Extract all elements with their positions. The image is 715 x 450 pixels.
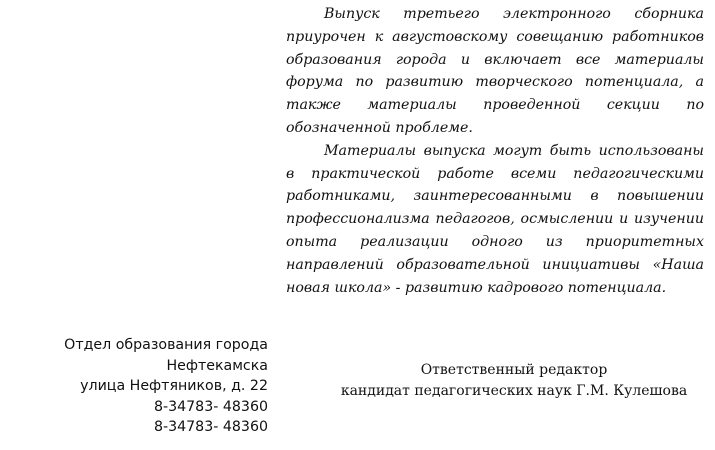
organization-name-line2: Нефтекамска [166, 357, 268, 374]
editor-role: Ответственный редактор [420, 362, 608, 378]
editor-credit [330, 360, 698, 401]
publisher-address [40, 335, 268, 438]
phone-number-2: 8-34783- 48360 [153, 419, 268, 435]
editor-name: кандидат педагогических наук Г.М. Кулешова [340, 382, 688, 399]
street-address: улица Нефтяников, д. 22 [80, 378, 268, 394]
intro-paragraph-2: Материалы выпуска могут быть использованы в практической работе всеми педагогическими работниками, заинтересованными в повышении профессионализма педагогов, осмыслении и изучении опыта реализации одного из приоритетных направлений образовательной инициативы «Наша новая школа» - развитию кадрового потенциала. [286, 142, 704, 296]
organization-name-line1: Отдел образования города [64, 337, 268, 353]
intro-text-block [286, 3, 704, 299]
intro-paragraph-1: Выпуск третьего электронного сборника приурочен к августовскому совещанию работников образования города и включает все материалы форума по развитию творческого потенциала, а также материалы проведенной секции по обозначенной проблеме. [286, 6, 704, 136]
phone-number-1: 8-34783- 48360 [153, 398, 268, 415]
